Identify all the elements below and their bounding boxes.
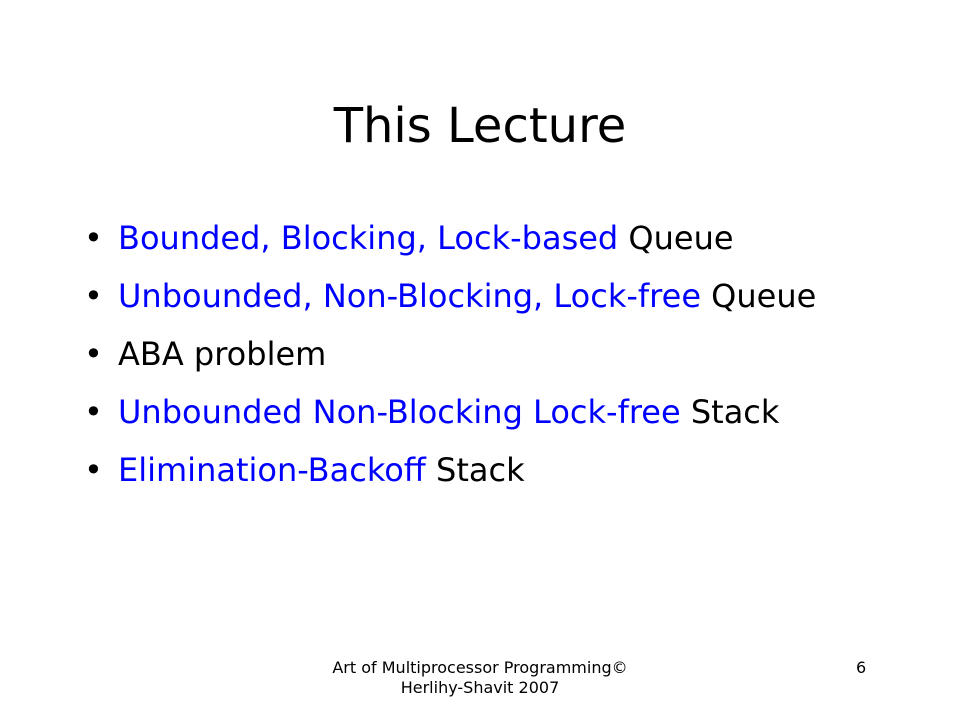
bullet-highlight-text: Unbounded, Non-Blocking, Lock-free xyxy=(118,277,701,315)
bullet-highlight-text: Unbounded Non-Blocking Lock-free xyxy=(118,393,681,431)
bullet-glyph: • xyxy=(84,451,103,489)
bullet-plain-text: Queue xyxy=(701,277,817,315)
bullet-highlight-text: Bounded, Blocking, Lock-based xyxy=(118,219,619,257)
slide-title: This Lecture xyxy=(333,98,627,154)
bullet-highlight-text: Elimination-Backoff xyxy=(118,451,426,489)
bullet-glyph: • xyxy=(84,277,103,315)
bullet-item xyxy=(84,274,884,318)
bullet-glyph: • xyxy=(84,393,103,431)
bullet-item xyxy=(84,332,884,376)
bullet-plain-text: Queue xyxy=(618,219,734,257)
bullet-list xyxy=(84,216,884,506)
bullet-plain-text: ABA problem xyxy=(118,335,327,373)
page-number: 6 xyxy=(856,658,867,677)
bullet-glyph: • xyxy=(84,219,103,257)
bullet-plain-text: Stack xyxy=(680,393,780,431)
bullet-item xyxy=(84,216,884,260)
bullet-plain-text: Stack xyxy=(425,451,525,489)
slide-footer: Art of Multiprocessor Programming© Herlihy-Shavit 2007 xyxy=(332,658,628,697)
bullet-item xyxy=(84,390,884,434)
bullet-item xyxy=(84,448,884,492)
bullet-glyph: • xyxy=(84,335,103,373)
